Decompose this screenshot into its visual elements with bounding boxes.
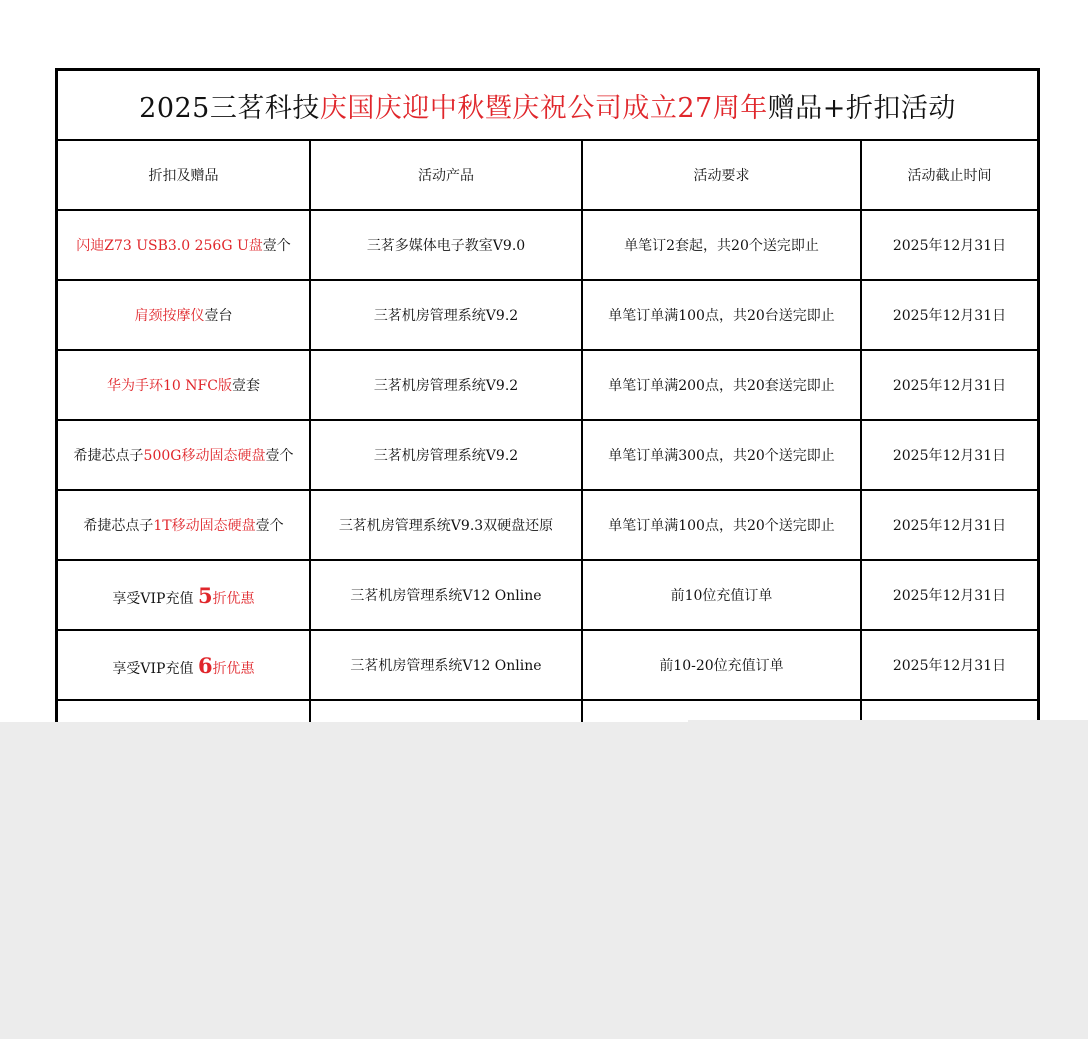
table-row <box>58 420 1037 490</box>
header-deadline: 活动截止时间 <box>861 141 1037 210</box>
requirement-cell: 前10-20位充值订单 <box>582 630 861 700</box>
header-requirement: 活动要求 <box>582 141 861 210</box>
gift-suffix: 壹个 <box>262 238 291 254</box>
requirement-cell: 单笔订2套起，共20个送完即止 <box>582 210 861 280</box>
table-row <box>58 280 1037 350</box>
product-cell: 三茗机房管理系统V9.2 <box>310 280 582 350</box>
table-row <box>58 350 1037 420</box>
product-cell: 三茗机房管理系统V12 Online <box>310 630 582 700</box>
deadline-cell: 2025年12月31日 <box>861 490 1037 560</box>
gift-highlight: 闪迪Z73 USB3.0 256G U盘 <box>76 238 263 254</box>
gift-highlight: 华为手环10 NFC版 <box>107 378 232 394</box>
deadline-cell: 2025年12月31日 <box>861 630 1037 700</box>
deadline-cell: 2025年12月31日 <box>861 420 1037 490</box>
table-row <box>58 210 1037 280</box>
product-cell: 三茗多媒体电子教室V9.0 <box>310 210 582 280</box>
gift-cell <box>58 630 310 700</box>
table-row <box>58 490 1037 560</box>
gift-prefix: 希捷芯点子 <box>83 518 154 534</box>
title-suffix: 赠品+折扣活动 <box>767 92 956 124</box>
table-row <box>58 630 1037 700</box>
gift-prefix: 享受VIP充值 <box>112 660 198 677</box>
gift-cell <box>58 280 310 350</box>
gift-highlight: 500G移动固态硬盘 <box>143 448 266 464</box>
deadline-cell: 2025年12月31日 <box>861 560 1037 630</box>
title-prefix: 2025三茗科技 <box>139 92 320 124</box>
deadline-cell: 2025年12月31日 <box>861 210 1037 280</box>
title-highlight: 庆国庆迎中秋暨庆祝公司成立27周年 <box>319 92 768 124</box>
gift-cell <box>58 490 310 560</box>
product-cell: 三茗机房管理系统V9.3双硬盘还原 <box>310 490 582 560</box>
product-cell: 三茗机房管理系统V9.2 <box>310 420 582 490</box>
requirement-cell: 单笔订单满100点，共20个送完即止 <box>582 490 861 560</box>
gift-cell <box>58 420 310 490</box>
gift-suffix: 壹个 <box>255 518 284 534</box>
promo-table <box>58 141 1037 771</box>
deadline-cell: 2025年12月31日 <box>861 350 1037 420</box>
header-gift: 折扣及赠品 <box>58 141 310 210</box>
gift-highlight: 折优惠 <box>212 660 255 677</box>
gift-prefix: 希捷芯点子 <box>73 448 144 464</box>
discount-number: 5 <box>197 582 213 608</box>
header-product: 活动产品 <box>310 141 582 210</box>
discount-number: 6 <box>197 652 213 678</box>
gift-prefix: 享受VIP充值 <box>112 590 198 607</box>
promo-sheet <box>55 68 1040 733</box>
product-cell: 三茗机房管理系统V12 Online <box>310 560 582 630</box>
gift-suffix: 壹台 <box>204 308 233 324</box>
gift-highlight: 肩颈按摩仪 <box>134 308 205 324</box>
gift-highlight: 折优惠 <box>212 590 255 607</box>
gift-highlight: 1T移动固态硬盘 <box>153 518 256 534</box>
requirement-cell: 前10位充值订单 <box>582 560 861 630</box>
page-title <box>58 71 1037 141</box>
table-row <box>58 560 1037 630</box>
gift-suffix: 壹个 <box>265 448 294 464</box>
product-cell: 三茗机房管理系统V9.2 <box>310 350 582 420</box>
requirement-cell: 单笔订单满200点，共20套送完即止 <box>582 350 861 420</box>
requirement-cell: 单笔订单满100点，共20台送完即止 <box>582 280 861 350</box>
overlay-panel <box>0 722 1088 1039</box>
gift-cell <box>58 560 310 630</box>
gift-suffix: 壹套 <box>231 378 260 394</box>
table-header-row <box>58 141 1037 210</box>
deadline-cell: 2025年12月31日 <box>861 280 1037 350</box>
gift-cell <box>58 210 310 280</box>
requirement-cell: 单笔订单满300点，共20个送完即止 <box>582 420 861 490</box>
gift-cell <box>58 350 310 420</box>
